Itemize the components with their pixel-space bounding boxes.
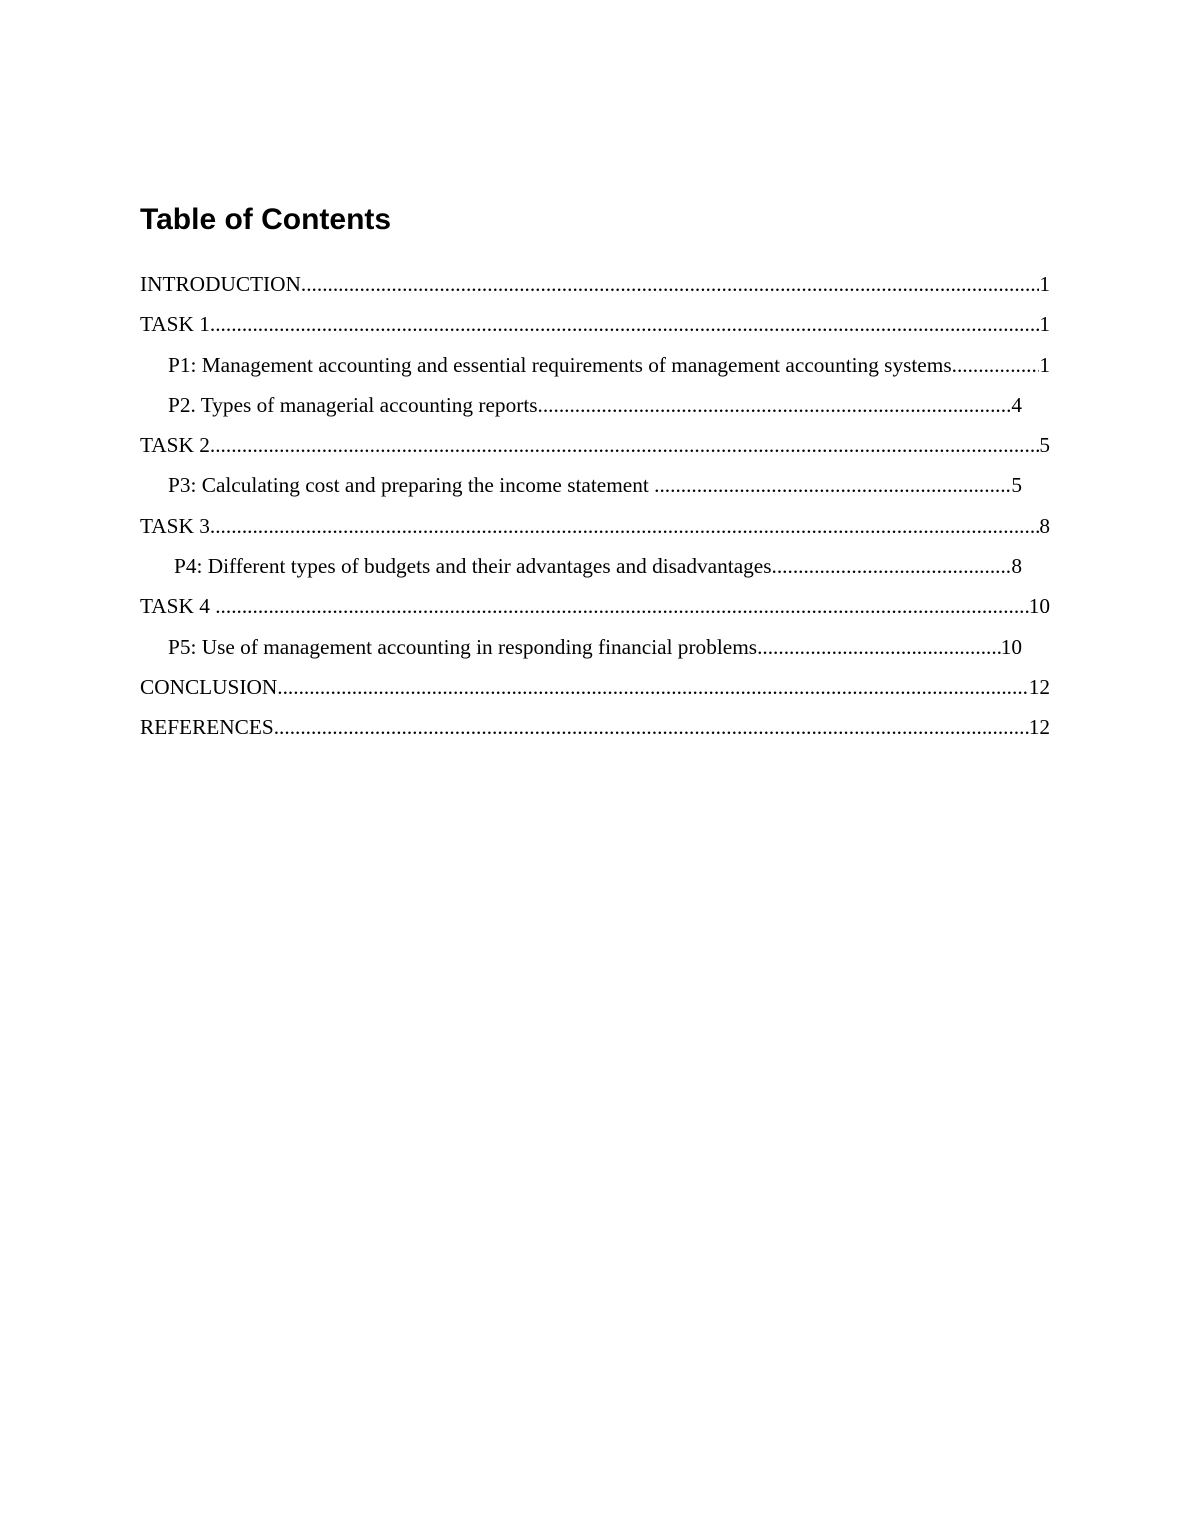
toc-entry-conclusion[interactable] xyxy=(140,667,1050,707)
toc-leader-dots xyxy=(277,667,1028,707)
toc-entry-task-3[interactable] xyxy=(140,506,1050,546)
toc-entry-label: REFERENCES xyxy=(140,715,274,740)
toc-entry-page: 1 xyxy=(1039,352,1050,377)
toc-entry-label: P5: Use of management accounting in responding financial problems xyxy=(168,634,758,659)
toc-entry-page: 4 xyxy=(1011,392,1022,417)
toc-leader-dots xyxy=(301,264,1039,304)
toc-entry-label: TASK 1 xyxy=(140,312,210,337)
toc-entry-p5[interactable] xyxy=(140,627,1022,667)
toc-leader-dots xyxy=(215,586,1028,626)
toc-entry-label: TASK 3 xyxy=(140,513,210,538)
toc-entry-label: CONCLUSION xyxy=(140,674,278,699)
toc-entry-label: TASK 2 xyxy=(140,433,210,458)
toc-entry-page: 10 xyxy=(1028,594,1050,619)
toc-entry-page: 8 xyxy=(1039,513,1050,538)
toc-leader-dots xyxy=(757,627,1001,667)
toc-entry-p2[interactable] xyxy=(140,385,1022,425)
toc-entry-p4[interactable] xyxy=(140,546,1022,586)
toc-entry-label: P4: Different types of budgets and their advantages and disadvantages xyxy=(174,554,772,579)
toc-leader-dots xyxy=(210,304,1039,344)
toc-entry-page: 12 xyxy=(1028,715,1050,740)
toc-entry-task-2[interactable] xyxy=(140,425,1050,465)
toc-entry-task-4[interactable] xyxy=(140,586,1050,626)
toc-title: Table of Contents xyxy=(140,203,392,236)
toc-entry-references[interactable] xyxy=(140,707,1050,747)
toc-entry-page: 5 xyxy=(1011,473,1022,498)
toc-entry-label: P1: Management accounting and essential requirements of management accounting systems xyxy=(168,352,952,377)
toc-entry-page: 8 xyxy=(1011,554,1022,579)
toc-entry-p3[interactable] xyxy=(140,465,1022,505)
toc-entry-task-1[interactable] xyxy=(140,304,1050,344)
toc-leader-dots xyxy=(654,465,1011,505)
toc-entry-label: P2. Types of managerial accounting reports xyxy=(168,392,538,417)
toc-entry-page: 1 xyxy=(1039,312,1050,337)
toc-leader-dots xyxy=(952,345,1040,385)
toc-entry-label: TASK 4 xyxy=(140,594,216,619)
toc-entry-page: 1 xyxy=(1039,272,1050,296)
toc-entry-p1[interactable] xyxy=(140,345,1050,385)
toc-leader-dots xyxy=(274,707,1029,747)
toc-leader-dots xyxy=(538,385,1012,425)
toc-entry-label: INTRODUCTION xyxy=(140,272,301,296)
table-of-contents xyxy=(140,264,1050,748)
toc-entry-page: 5 xyxy=(1039,433,1050,458)
toc-leader-dots xyxy=(210,425,1039,465)
toc-leader-dots xyxy=(772,546,1012,586)
toc-leader-dots xyxy=(210,506,1039,546)
toc-entry-page: 10 xyxy=(1000,634,1022,659)
toc-entry-label: P3: Calculating cost and preparing the income statement xyxy=(168,473,655,498)
toc-entry-page: 12 xyxy=(1028,674,1050,699)
toc-entry-introduction[interactable] xyxy=(140,264,1050,304)
